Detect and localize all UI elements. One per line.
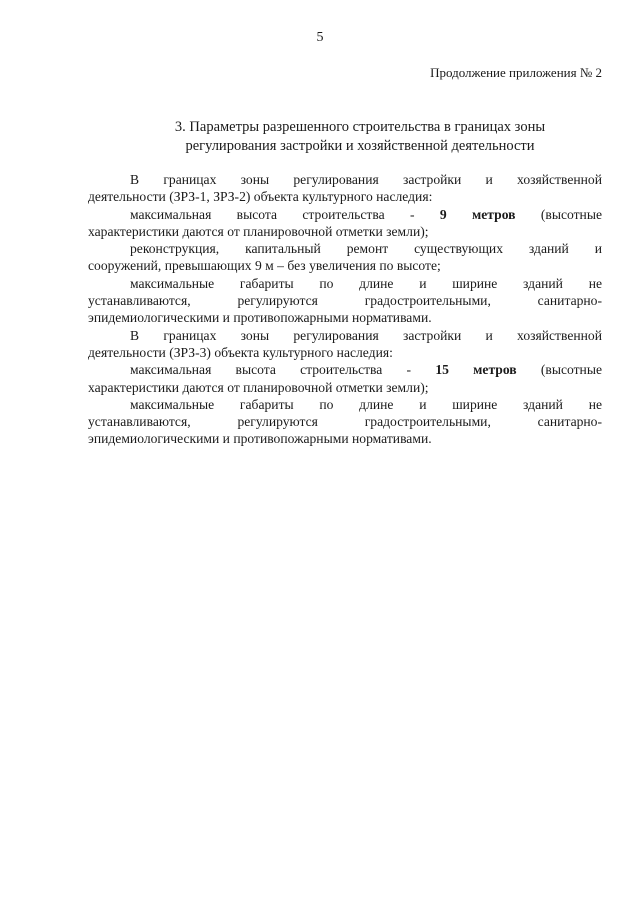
page-number: 5: [316, 30, 324, 45]
text-line: эпидемиологическими и противопожарными нормативами.: [88, 431, 432, 447]
text-segment: (высотные: [516, 362, 602, 378]
paragraph-reconstruction: [88, 240, 602, 275]
document-body: [88, 171, 602, 448]
text-line: эпидемиологическими и противопожарными нормативами.: [88, 310, 432, 326]
text-line: В границах зоны регулирования застройки и хозяйственной: [130, 172, 602, 187]
bold-value-15-meters: 15 метров: [435, 362, 517, 378]
text-line: устанавливаются, регулируются градостроительными, санитарно-: [88, 293, 602, 309]
paragraph-dimensions-2: [88, 396, 602, 448]
text-line: [88, 206, 602, 223]
appendix-note: Продолжение приложения № 2: [430, 65, 602, 80]
section-title-line-1: 3. Параметры разрешенного строительства в границах зоны: [174, 119, 546, 135]
text-line: деятельности (ЗРЗ-1, ЗРЗ-2) объекта культурного наследия:: [88, 189, 433, 205]
text-line: реконструкция, капитальный ремонт существующих зданий и: [130, 241, 602, 257]
text-line: В границах зоны регулирования застройки и хозяйственной: [130, 327, 602, 343]
text-segment: максимальная высота строительства -: [130, 206, 440, 222]
text-line: сооружений, превышающих 9 м – без увеличения по высоте;: [88, 258, 441, 274]
paragraph-max-height-9m: [88, 206, 602, 241]
text-line: максимальные габариты по длине и ширине зданий не: [130, 275, 602, 291]
paragraph-max-height-15m: [88, 361, 602, 396]
text-line: максимальные габариты по длине и ширине зданий не: [130, 396, 602, 412]
text-segment: (высотные: [515, 206, 602, 222]
section-title-line-2: регулирования застройки и хозяйственной деятельности: [185, 138, 535, 154]
text-segment: максимальная высота строительства -: [130, 362, 436, 378]
text-line: характеристики даются от планировочной отметки земли);: [88, 379, 429, 395]
text-line: характеристики даются от планировочной отметки земли);: [88, 223, 429, 239]
bold-value-9-meters: 9 метров: [439, 206, 516, 222]
paragraph-zrz-3-intro: [88, 327, 602, 362]
paragraph-dimensions-1: [88, 275, 602, 327]
text-line: деятельности (ЗРЗ-3) объекта культурного наследия:: [88, 344, 393, 360]
text-line: [88, 361, 602, 378]
text-line: устанавливаются, регулируются градостроительными, санитарно-: [88, 414, 602, 430]
section-title: [120, 118, 600, 156]
paragraph-zrz-1-2-intro: [88, 171, 602, 206]
